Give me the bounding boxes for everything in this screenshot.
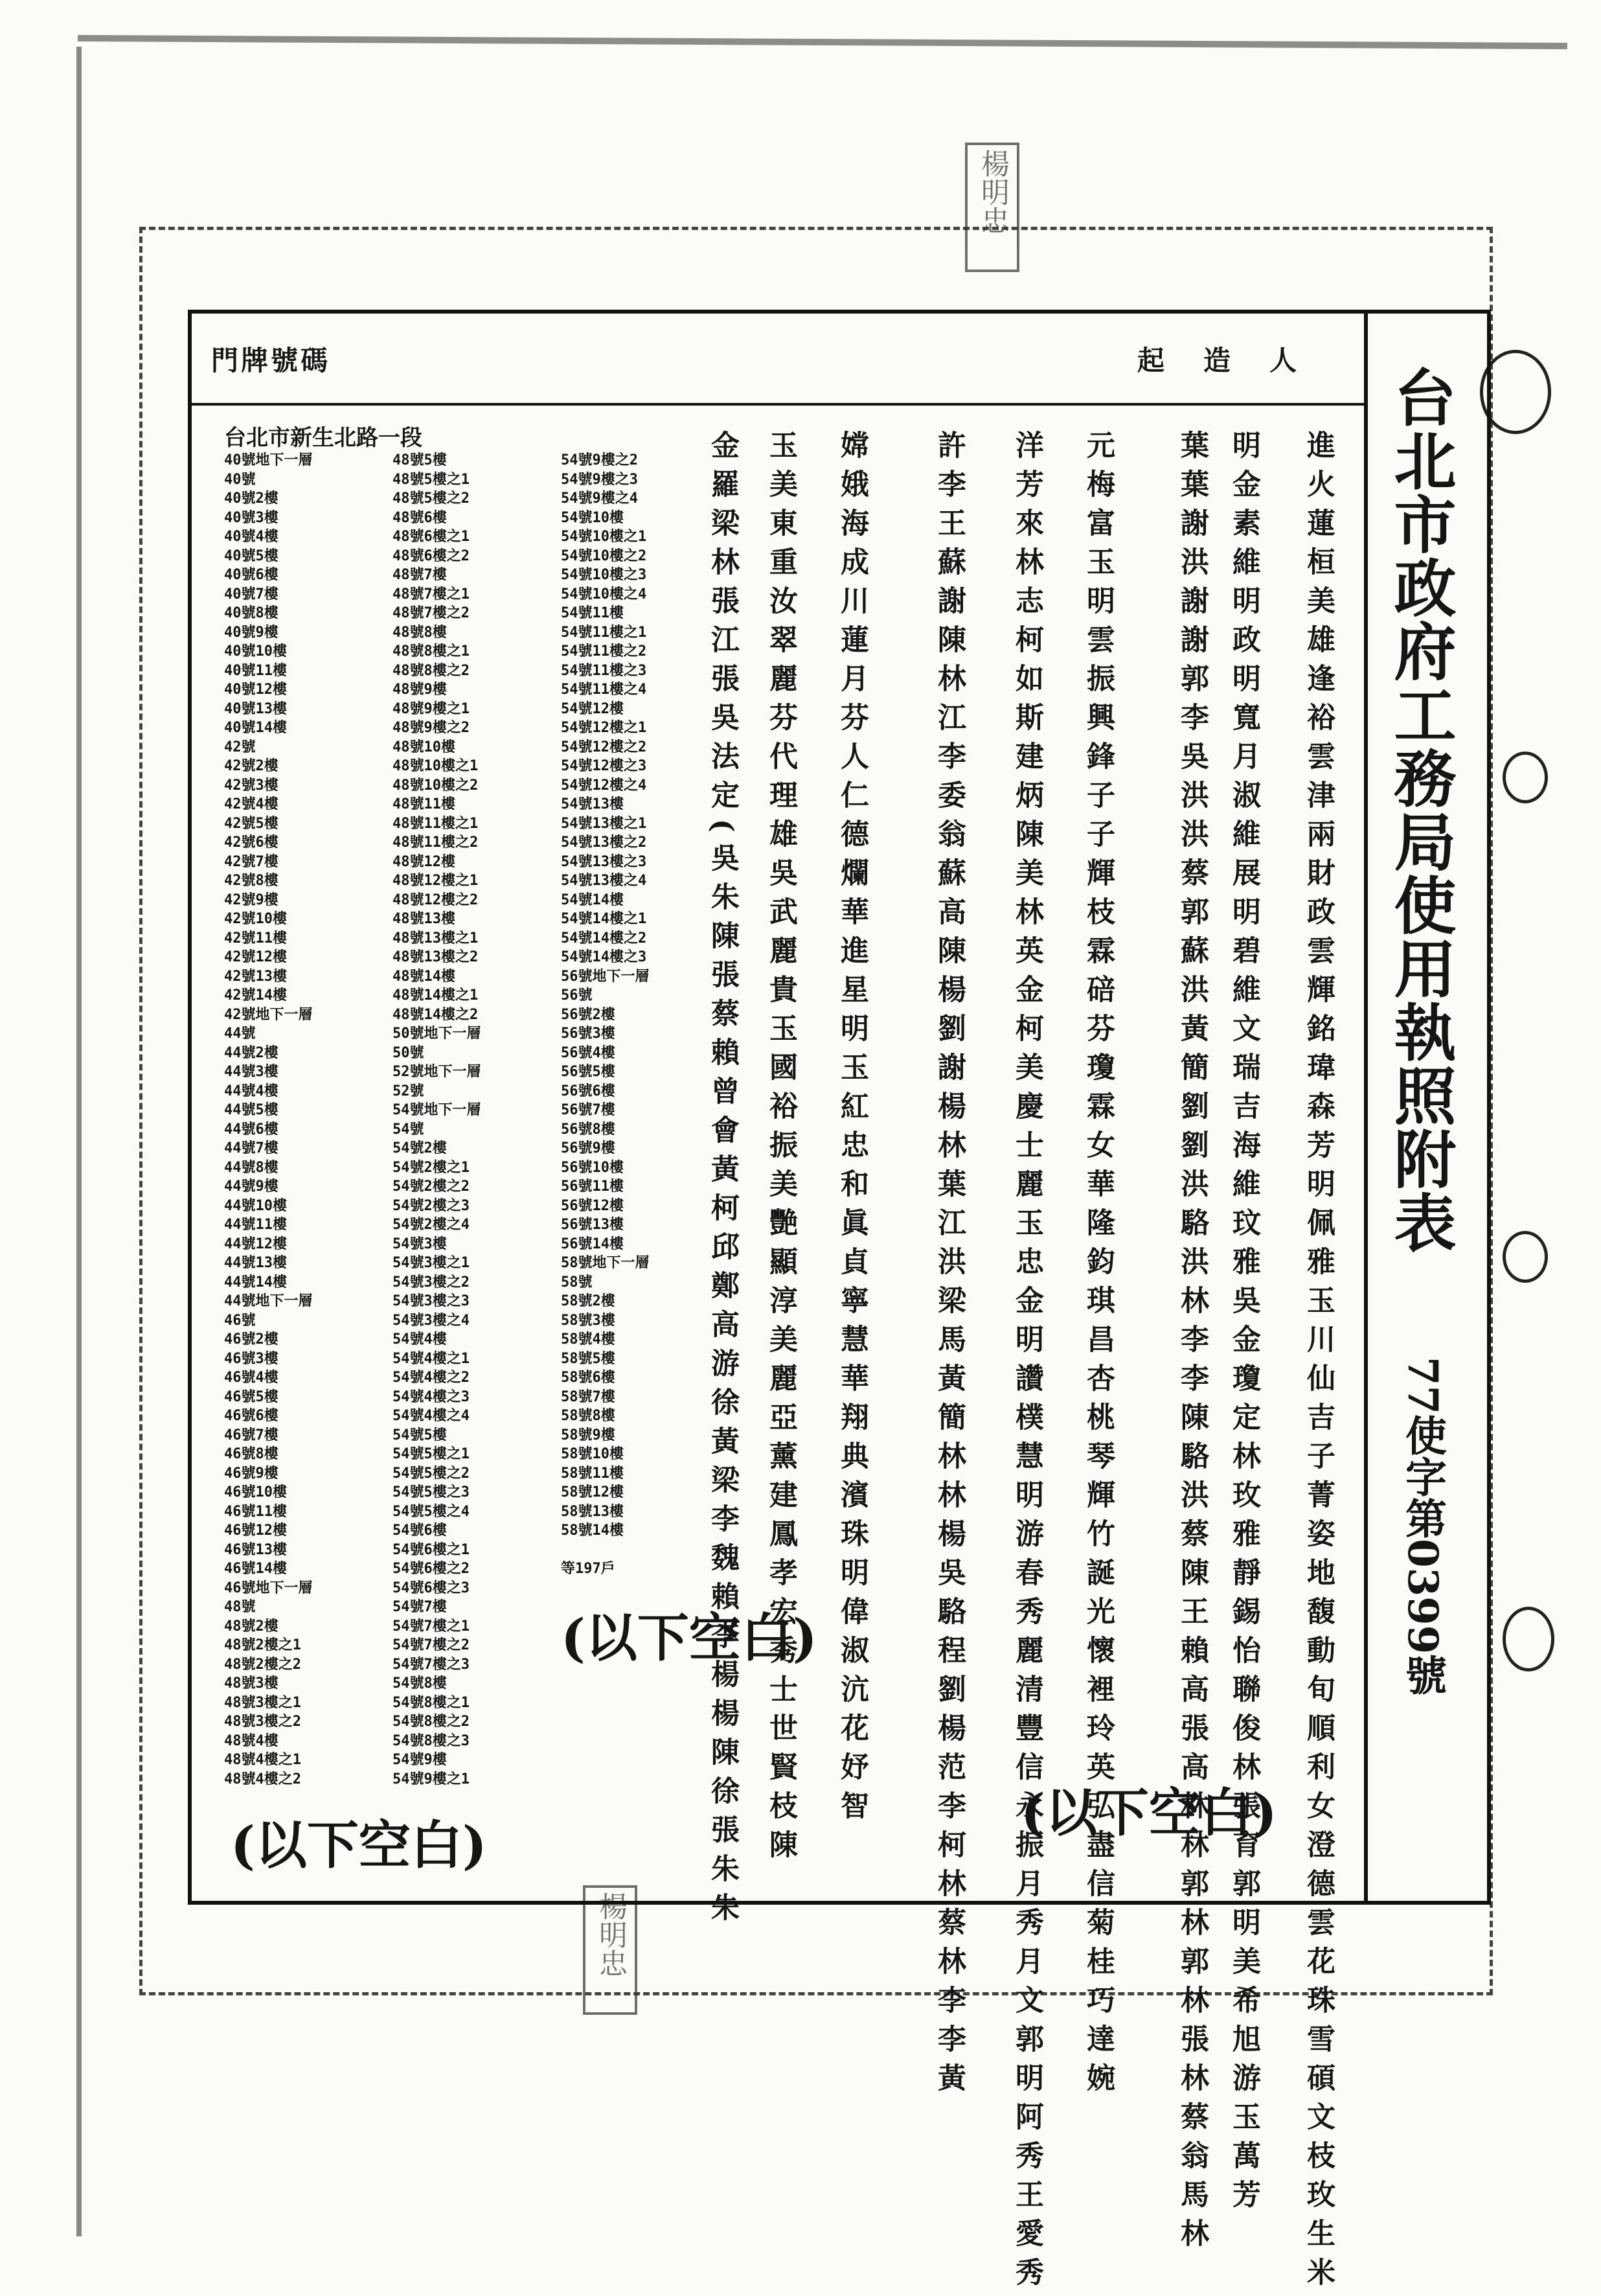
document-title: 台北市政府工務局使用執照附表	[1384, 365, 1457, 1254]
page-top-edge	[78, 35, 1567, 49]
seal-stamp: 楊明忠	[965, 143, 1019, 272]
owner-column: 許李王蘇謝陳林江李委翁蘇高陳楊劉謝楊林葉江洪梁馬黃簡林林楊吳駱程劉楊范李柯林蔡林李李黃	[933, 430, 966, 2102]
seal-stamp: 楊明忠	[583, 1885, 637, 2015]
blank-mark: (以下空白)	[1021, 1782, 1277, 1843]
punch-hole	[1503, 752, 1548, 803]
owner-column: 玉美東重汝翠麗芬代理雄吳武麗貴玉國裕振美艷顯淳美麗亞薰建鳳孝宏秀士世賢枝陳	[764, 430, 797, 1868]
punch-hole	[1503, 1231, 1548, 1283]
owner-column: 嫦娥海成川蓮月芬人仁德爛華進星明玉紅忠和眞貞寧慧華翔典濱珠明偉淑沆花妤智	[835, 430, 869, 1830]
punch-hole	[1503, 1607, 1554, 1671]
owner-column: 明金素維明政明寬月淑維展明碧維文瑞吉海維玟雅吳金瓊定林玫雅靜錫怡聯俊林張育郭明美希旭游玉萬芳	[1227, 430, 1260, 2218]
address-column: 48號5樓 48號5樓之1 48號5樓之2 48號6樓 48號6樓之1 48號6樓之2 48號7樓 48號7樓之1 48號7樓之2 48號8樓 48號8樓之1 48號8樓之2 48號9樓 48號9樓之1 48號9樓之2 48號10樓 48號10樓之1 48號10樓之2 48號11樓 48號11樓之1 48號11樓之2 48號12樓 48號12樓之1 48號12樓之2 48號13樓 48號13樓之1 48號13樓之2 48號14樓 48號14樓之1 48號14樓之2 50號地下一層 50號 52號地下一層 52號 54號地下一層 54號 54號2樓 54號2樓之1 54號2樓之2 54號2樓之3 54號2樓之4 54號3樓 54號3樓之1 54號3樓之2 54號3樓之3 54號3樓之4 54號4樓 54號4樓之1 54號4樓之2 54號4樓之3 54號4樓之4 54號5樓 54號5樓之1 54號5樓之2 54號5樓之3 54號5樓之4 54號6樓 54號6樓之1 54號6樓之2 54號6樓之3 54號7樓 54號7樓之1 54號7樓之2 54號7樓之3 54號8樓 54號8樓之1 54號8樓之2 54號8樓之3 54號9樓 54號9樓之1	[392, 452, 481, 1787]
address-header: 門牌號碼	[211, 345, 331, 376]
owner-header: 起造人	[1137, 345, 1336, 376]
page-left-edge	[76, 47, 82, 2236]
address-heading: 台北市新生北路一段	[224, 425, 422, 451]
blank-mark: (以下空白)	[561, 1607, 817, 1668]
owner-column: 葉葉謝洪謝謝郭李吳洪洪蔡郭蘇洪黃簡劉劉洪駱洪林李李陳駱洪蔡陳王賴高張高林林郭林郭林張林蔡翁馬林	[1175, 430, 1209, 2257]
owner-column: 洋芳來林志柯如斯建炳陳美林英金柯美慶士麗玉忠金明讚樸慧明游春秀麗清豐信永振月秀月文郭明阿秀王愛秀	[1010, 430, 1043, 2296]
address-column: 54號9樓之2 54號9樓之3 54號9樓之4 54號10樓 54號10樓之1 54號10樓之2 54號10樓之3 54號10樓之4 54號11樓 54號11樓之1 54號11樓之2 54號11樓之3 54號11樓之4 54號12樓 54號12樓之1 54號12樓之2 54號12樓之3 54號12樓之4 54號13樓 54號13樓之1 54號13樓之2 54號13樓之3 54號13樓之4 54號14樓 54號14樓之1 54號14樓之2 54號14樓之3 56號地下一層 56號 56號2樓 56號3樓 56號4樓 56號5樓 56號6樓 56號7樓 56號8樓 56號9樓 56號10樓 56號11樓 56號12樓 56號13樓 56號14樓 58號地下一層 58號 58號2樓 58號3樓 58號4樓 58號5樓 58號6樓 58號7樓 58號8樓 58號9樓 58號10樓 58號11樓 58號12樓 58號13樓 58號14樓 等197戶	[561, 452, 650, 1577]
address-column: 40號地下一層 40號 40號2樓 40號3樓 40號4樓 40號5樓 40號6樓 40號7樓 40號8樓 40號9樓 40號10樓 40號11樓 40號12樓 40號13樓 40號14樓 42號 42號2樓 42號3樓 42號4樓 42號5樓 42號6樓 42號7樓 42號8樓 42號9樓 42號10樓 42號11樓 42號12樓 42號13樓 42號14樓 42號地下一層 44號 44號2樓 44號3樓 44號4樓 44號5樓 44號6樓 44號7樓 44號8樓 44號9樓 44號10樓 44號11樓 44號12樓 44號13樓 44號14樓 44號地下一層 46號 46號2樓 46號3樓 46號4樓 46號5樓 46號6樓 46號7樓 46號8樓 46號9樓 46號10樓 46號11樓 46號12樓 46號13樓 46號14樓 46號地下一層 48號 48號2樓 48號2樓之1 48號2樓之2 48號3樓 48號3樓之1 48號3樓之2 48號4樓 48號4樓之1 48號4樓之2	[224, 452, 313, 1787]
permit-number: 77使字第0399號	[1398, 1357, 1447, 1696]
blank-mark: (以下空白)	[231, 1815, 487, 1876]
title-divider	[1364, 314, 1368, 1901]
owner-column: 進火蓮桓美雄逢裕雲津兩財政雲輝銘瑋森芳明佩雅玉川仙吉子菁姿地馥動旬順利女澄德雲花珠雪碩文枝玫生米	[1302, 430, 1335, 2296]
owner-column: 金羅梁林張江張吳法定(吳朱陳張蔡賴曾會黃柯邱鄭高游徐黃梁李魏賴李楊楊陳徐張朱朱	[706, 430, 739, 1931]
owner-column: 元梅富玉明雲振興鋒子子輝枝霖碚芬瓊霖女華隆鈞琪昌杏桃琴輝竹誕光懷裡玲英弘盡信菊桂巧達婉	[1082, 430, 1115, 2102]
